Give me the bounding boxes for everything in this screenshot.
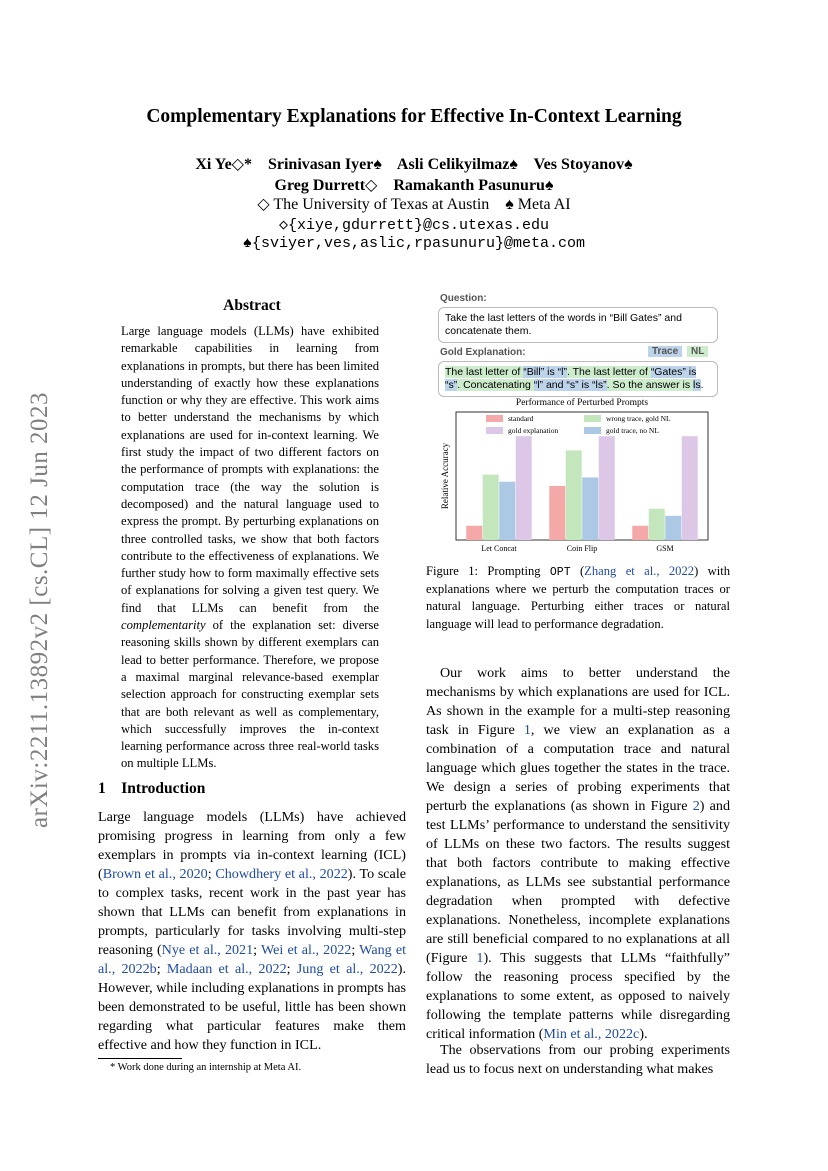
bar [599,436,615,540]
right-paragraph-2: The observations from our probing experiments lead us to focus next on understanding what makes [426,1042,730,1077]
legend-swatch [486,415,503,422]
x-tick-label: Coin Flip [566,544,598,553]
abstract-emphasis: complementarity [121,618,206,633]
bar [483,475,499,540]
legend-swatch [486,427,503,434]
performance-bar-chart [436,394,714,558]
caption-model-name: OPT [549,566,571,579]
citation-link[interactable]: Chowdhery et al., 2022 [215,866,348,882]
figure-ref-link[interactable]: 2 [692,798,700,814]
nl-span: . Concatenating [457,379,534,391]
figure-ref-link[interactable]: 1 [523,722,531,738]
legend-swatch [584,415,601,422]
abstract-text-2: of the explanation set: diverse reasoning skills shown by different exemplars can lead to better performance. Therefore, we propose a maximal marginal relevance-based exemplar selection approach for constructing exemplar sets that are both relevant as well as complementary, which successfully improves the in-context learning performance across three real-world tasks on multiple LLMs. [121,618,379,771]
bar [682,436,698,540]
y-axis-label: Relative Accuracy [440,442,450,510]
bar [632,526,648,540]
legend-label: gold explanation [508,426,559,435]
intro-text: ; [253,942,261,958]
bar [516,436,532,540]
abstract-text-1: Large language models (LLMs) have exhibited remarkable capabilities in learning from explanations in prompts, but there has been limited understanding of exactly how these explanations function or why they are effective. This work aims to better understand the mechanisms by which explanations are used for in-context learning. We first study the impact of two different factors on the performance of prompts with explanations: the computation trace (the way the solution is decomposed) and the natural language used to express the prompt. By perturbing explanations on three controlled tasks, we show that both factors contribute to the effectiveness of explanations. We further study how to form maximally effective sets of explanations for solving a given test query. We find that LLMs can benefit from the [121,324,379,615]
citation-link[interactable]: Jung et al., 2022 [296,961,398,977]
caption-text: ) with explanations where we perturb the computation traces or natural language. Perturbing either traces or natural language will lead to performance degradation. [426,564,730,631]
intro-text: Large language models (LLMs) have achieved promising progress in learning from only a few exemplars in prompts via in-context learning (ICL) ( [98,809,406,882]
body-text: , we view an explanation as a combination of a computation trace and natural language which glues together the states in the trace. We design a series of probing experiments that perturb the explanations (as shown in Figure [426,722,730,814]
footnote-rule [98,1058,182,1059]
intro-text: ; [286,961,297,977]
intro-text: ). However, while including explanations in prompts has been demonstrated to be useful, little has been shown regarding what particular features make them effective and how they function in ICL. [98,961,406,1053]
author-line-1: Xi Ye◇* Srinivasan Iyer♠ Asli Celikyilmaz♠ Ves Stoyanov♠ [195,156,633,173]
body-text: ). This suggests that LLMs “faithfully” follow the reasoning process specified by the explanations to some extent, as opposed to naively following the template patterns while disregarding critical information ( [426,950,730,1042]
bar [566,450,582,540]
citation-link[interactable]: Wei et al., 2022 [260,942,352,958]
citation-link[interactable]: Madaan et al., 2022 [166,961,287,977]
intro-text: ; [351,942,360,958]
bar [582,477,598,540]
author-line-2: Greg Durrett◇ Ramakanth Pasunuru♠ [274,177,554,194]
affiliations: ◇ The University of Texas at Austin ♠ Meta AI [257,196,571,213]
question-label: Question: [440,293,487,304]
nl-span: . So the answer is [606,379,694,391]
bar [549,486,565,540]
x-tick-label: GSM [656,544,674,553]
legend-swatch [584,427,601,434]
citation-link[interactable]: Zhang et al., 2022 [584,564,695,578]
arxiv-sidebar [20,370,60,850]
footnote: * Work done during an internship at Meta AI. [110,1062,302,1073]
bar [499,482,515,540]
arxiv-id: arXiv:2211.13892v2 [cs.CL] 12 Jun 2023 [26,391,53,829]
caption-text: ( [570,564,585,578]
email-meta: ♠{sviyer,ves,aslic,rpasunuru}@meta.com [242,235,586,252]
intro-text: ; [156,961,167,977]
trace-span: “l” and “s” is “ls” [533,379,607,391]
chart-title: Performance of Perturbed Prompts [515,398,649,408]
x-tick-label: Let Concat [481,544,517,553]
gold-explanation-label: Gold Explanation: [440,347,526,358]
intro-paragraph [98,808,406,1055]
figure-1-caption [426,563,730,633]
trace-span: ls [693,379,701,391]
legend-label: standard [508,414,534,423]
citation-link[interactable]: Wang et al., 2022b [98,942,406,977]
nl-span: The last letter of [445,366,524,378]
paper-title: Complementary Explanations for Effective In-Context Learning [146,106,682,127]
body-text: ) and test LLMs’ performance to understand the sensitivity of LLMs on these two factors. The results suggest that both factors contribute to making effective explanations, as LLMs see substantial performance degradation when prompted with defective explanations. Nonetheless, incomplete explanations are still beneficial compared to no explanations at all (Figure [426,798,730,966]
bar [649,509,665,540]
bar [466,526,482,540]
gold-explanation-box [438,361,718,397]
intro-text: ; [207,866,216,882]
intro-text: ). To scale to complex tasks, recent work in the past year has shown that LLMs can benefit from explanations in prompts, particularly for tasks involving multi-step reasoning ( [98,866,406,958]
nl-span: . [700,379,704,391]
bar [665,516,681,540]
nl-span: . The last letter of [566,366,651,378]
legend-label: wrong trace, gold NL [606,414,671,423]
body-text: Our work aims to better understand the mechanisms by which explanations are used for ICL. As shown in the example for a multi-step reasoning task in Figure [426,665,730,738]
trace-span: “Gates” is “s” [445,366,697,391]
abstract-body [121,323,379,773]
trace-span: “Bill” is “l” [523,366,567,378]
email-utexas: ◇{xiye,gdurrett}@cs.utexas.edu [278,217,550,234]
legend-label: gold trace, no NL [606,426,659,435]
figure-ref-link[interactable]: 1 [476,950,484,966]
question-box: Take the last letters of the words in “Bill Gates” and concatenate them. [438,307,718,343]
caption-text: Figure 1: Prompting [426,564,550,578]
section-heading-introduction: 1 Introduction [98,780,206,797]
nl-tag: NL [687,346,708,357]
citation-link[interactable]: Min et al., 2022c [543,1026,640,1042]
abstract-heading: Abstract [223,297,281,314]
body-text: ). [639,1026,648,1042]
citation-link[interactable]: Brown et al., 2020 [102,866,208,882]
citation-link[interactable]: Nye et al., 2021 [161,942,254,958]
right-paragraph-1 [426,664,730,1044]
trace-tag: Trace [648,346,682,357]
